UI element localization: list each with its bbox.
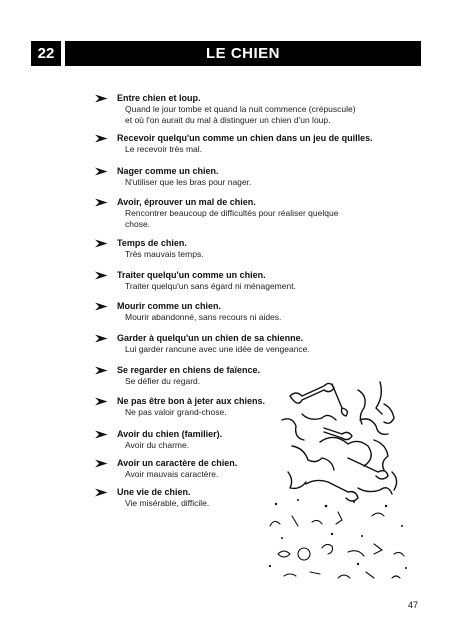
arrow-bullet-icon xyxy=(95,271,108,280)
arrow-bullet-icon xyxy=(95,302,108,311)
definition-text: Avoir mauvais caractère. xyxy=(125,469,219,479)
definition-text: Très mauvais temps. xyxy=(125,249,204,259)
definition-text: Ne pas valoir grand-chose. xyxy=(125,407,227,417)
entry xyxy=(95,301,395,333)
definition-text: Lui garder rancune avec une idée de vengeance. xyxy=(125,344,310,354)
entry xyxy=(95,270,395,301)
expression-text: Se regarder en chiens de faïence. xyxy=(117,365,261,375)
entry xyxy=(95,133,395,166)
arrow-bullet-icon xyxy=(95,167,108,176)
expression-text: Ne pas être bon à jeter aux chiens. xyxy=(117,396,266,406)
arrow-bullet-icon xyxy=(95,239,108,248)
expression-text: Recevoir quelqu'un comme un chien dans un jeu de quilles. xyxy=(117,133,373,143)
chapter-title: LE CHIEN xyxy=(65,41,421,66)
arrow-bullet-icon xyxy=(95,334,108,343)
arrow-bullet-icon xyxy=(95,134,108,143)
arrow-bullet-icon xyxy=(95,198,108,207)
definition-text: Avoir du charme. xyxy=(125,440,190,450)
expression-text: Mourir comme un chien. xyxy=(117,301,222,311)
arrow-bullet-icon xyxy=(95,459,108,468)
definition-text: et où l'on aurait du mal à distinguer un chien d'un loup. xyxy=(125,115,331,125)
arrow-bullet-icon xyxy=(95,397,108,406)
definition-text: Mourir abandonné, sans recours ni aides. xyxy=(125,312,282,322)
entry xyxy=(95,166,395,197)
expression-text: Avoir, éprouver un mal de chien. xyxy=(117,197,256,207)
definition-text: Le recevoir très mal. xyxy=(125,144,202,154)
expression-text: Entre chien et loup. xyxy=(117,93,201,103)
expression-text: Avoir un caractère de chien. xyxy=(117,458,238,468)
expression-text: Nager comme un chien. xyxy=(117,166,219,176)
arrow-bullet-icon xyxy=(95,366,108,375)
arrow-bullet-icon xyxy=(95,430,108,439)
expression-text: Temps de chien. xyxy=(117,238,187,248)
arrow-bullet-icon xyxy=(95,488,108,497)
definition-text: chose. xyxy=(125,219,151,229)
definition-text: Vie misérable, difficile. xyxy=(125,498,210,508)
entry xyxy=(95,93,395,133)
definition-text: Rencontrer beaucoup de difficultés pour réaliser quelque xyxy=(125,208,339,218)
expression-text: Avoir du chien (familier). xyxy=(117,429,223,439)
definition-text: Traiter quelqu'un sans égard ni ménagement. xyxy=(125,281,296,291)
entry xyxy=(95,238,395,270)
expression-text: Garder à quelqu'un un chien de sa chienne. xyxy=(117,333,304,343)
arrow-bullet-icon xyxy=(95,94,108,103)
chapter-header xyxy=(31,41,421,66)
page-number: 47 xyxy=(408,600,419,610)
dog-sketch-illustration xyxy=(262,376,412,586)
expression-text: Traiter quelqu'un comme un chien. xyxy=(117,270,266,280)
definition-text: Se défier du regard. xyxy=(125,376,201,386)
definition-text: N'utiliser que les bras pour nager. xyxy=(125,177,252,187)
definition-text: Quand le jour tombe et quand la nuit commence (crépuscule) xyxy=(125,104,356,114)
expression-text: Une vie de chien. xyxy=(117,487,191,497)
entry xyxy=(95,333,395,365)
entry xyxy=(95,197,395,238)
chapter-number: 22 xyxy=(31,41,61,66)
